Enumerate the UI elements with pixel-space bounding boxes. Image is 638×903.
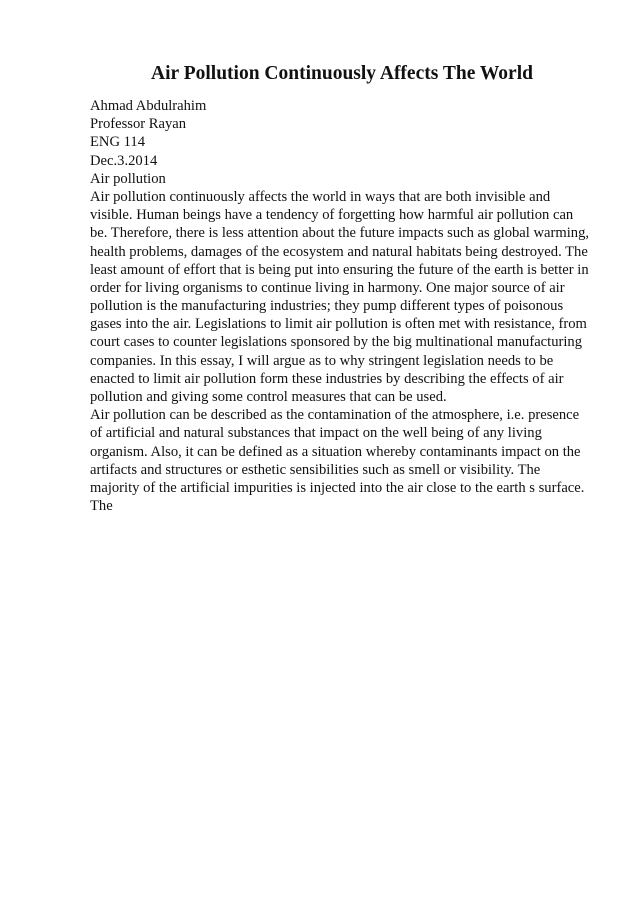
paragraph-line: artifacts and structures or esthetic sensibilities such as smell or visibility. The xyxy=(90,461,541,478)
paragraph-line: pollution and giving some control measures that can be used. xyxy=(90,389,447,405)
document-title: Air Pollution Continuously Affects The World xyxy=(151,63,533,84)
author-name: Ahmad Abdulrahim xyxy=(90,98,207,114)
document-date: Dec.3.2014 xyxy=(90,152,158,169)
paragraph-line: order for living organisms to continue living in harmony. One major source of air xyxy=(90,279,565,296)
paragraph-2 xyxy=(90,406,590,515)
paragraph-line: Air pollution can be described as the contamination of the atmosphere, i.e. presence xyxy=(90,407,580,424)
paragraph-line: majority of the artificial impurities is injected into the air close to the earth s surface. xyxy=(90,479,585,496)
paragraph-line: Air pollution continuously affects the world in ways that are both invisible and xyxy=(90,188,551,205)
paragraph-line: The xyxy=(90,498,113,515)
paragraph-line: organism. Also, it can be defined as a situation whereby contaminants impact on the xyxy=(90,443,581,460)
paragraph-line: health problems, damages of the ecosystem and natural habitats being destroyed. The xyxy=(90,243,588,260)
document-body xyxy=(90,97,590,515)
paragraph-line: gases into the air. Legislations to limit air pollution is often met with resistance, from xyxy=(90,316,587,333)
professor-name: Professor Rayan xyxy=(90,116,187,133)
paragraph-line: of artificial and natural substances that impact on the well being of any living xyxy=(90,425,542,442)
document-topic: Air pollution xyxy=(90,170,166,187)
paragraph-line: least amount of effort that is being put into ensuring the future of the earth is better in xyxy=(90,261,589,278)
paragraph-line: pollution is the manufacturing industries; they pump different types of poisonous xyxy=(90,298,564,315)
paragraph-line: court cases to counter legislations sponsored by the big multinational manufacturing xyxy=(90,334,583,351)
paragraph-1 xyxy=(90,188,590,406)
paragraph-line: companies. In this essay, I will argue as to why stringent legislation needs to be xyxy=(90,352,554,369)
paragraph-line: be. Therefore, there is less attention about the future impacts such as global warming, xyxy=(90,225,590,242)
course-code: ENG 114 xyxy=(90,134,145,151)
paragraph-line: visible. Human beings have a tendency of forgetting how harmful air pollution can xyxy=(90,207,574,224)
paragraph-line: enacted to limit air pollution form these industries by describing the effects of air xyxy=(90,370,564,387)
